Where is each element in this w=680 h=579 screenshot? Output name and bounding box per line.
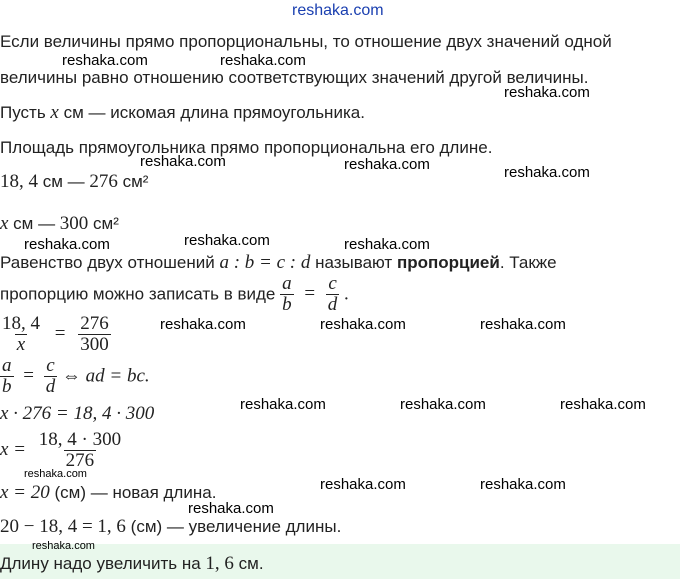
step-3: x = 20 (см) — новая длина.: [0, 482, 217, 503]
row-unknown: x см — 300 см²: [0, 213, 119, 234]
watermark: reshaka.com: [160, 316, 246, 333]
watermark: reshaka.com: [24, 236, 110, 253]
watermark: reshaka.com: [220, 52, 306, 69]
watermark: reshaka.com: [504, 164, 590, 181]
step-4: 20 − 18, 4 = 1, 6 (см) — увеличение длины.: [0, 516, 342, 537]
equation-proportion: $\frac{18, 4}{x}$ = $\frac{276}{300}$: [2, 313, 109, 355]
intro-line-2: величины равно отношению соответствующих значений другой величины.: [0, 68, 589, 87]
watermark: reshaka.com: [344, 236, 430, 253]
area-sentence: Площадь прямоугольника прямо пропорциональна его длине.: [0, 138, 493, 157]
step-2: x = $\frac{18, 4 \cdot 300}{276}$: [0, 429, 122, 471]
watermark: reshaka.com: [504, 84, 590, 101]
watermark: reshaka.com: [32, 540, 95, 552]
answer-text: Длину надо увеличить на 1, 6 см.: [0, 553, 264, 574]
watermark: reshaka.com: [240, 396, 326, 413]
watermark: reshaka.com: [320, 476, 406, 493]
watermark: reshaka.com: [320, 316, 406, 333]
proportion-alt-form: пропорцию можно записать в виде $\frac{a}{b}$ = $\frac{c}{d}$ .: [0, 273, 349, 315]
watermark: reshaka.com: [62, 52, 148, 69]
watermark: reshaka.com: [344, 156, 430, 173]
watermark: reshaka.com: [400, 396, 486, 413]
watermark: reshaka.com: [480, 476, 566, 493]
let-statement: Пусть x см — искомая длина прямоугольника.: [0, 102, 365, 123]
watermark: reshaka.com: [24, 468, 87, 480]
watermark: reshaka.com: [560, 396, 646, 413]
fraction-a-b: $\frac{a}{b}$: [282, 273, 292, 315]
fraction-c-d: $\frac{c}{d}$: [327, 273, 338, 315]
row-known: 18, 4 см — 276 см²: [0, 171, 149, 192]
proportion-definition: Равенство двух отношений a : b = c : d называют пропорцией. Также: [0, 252, 557, 273]
watermark: reshaka.com: [292, 2, 384, 19]
watermark: reshaka.com: [184, 232, 270, 249]
watermark: reshaka.com: [140, 153, 226, 170]
step-1: x · 276 = 18, 4 · 300: [0, 403, 155, 424]
cross-multiplication-rule: $\frac{a}{b}$ = $\frac{c}{d}$ ⇔ ad = bc.: [2, 355, 150, 397]
answer-box: [0, 540, 680, 579]
intro-line-1: Если величины прямо пропорциональны, то отношение двух значений одной: [0, 32, 612, 51]
watermark: reshaka.com: [188, 500, 274, 517]
watermark: reshaka.com: [480, 316, 566, 333]
